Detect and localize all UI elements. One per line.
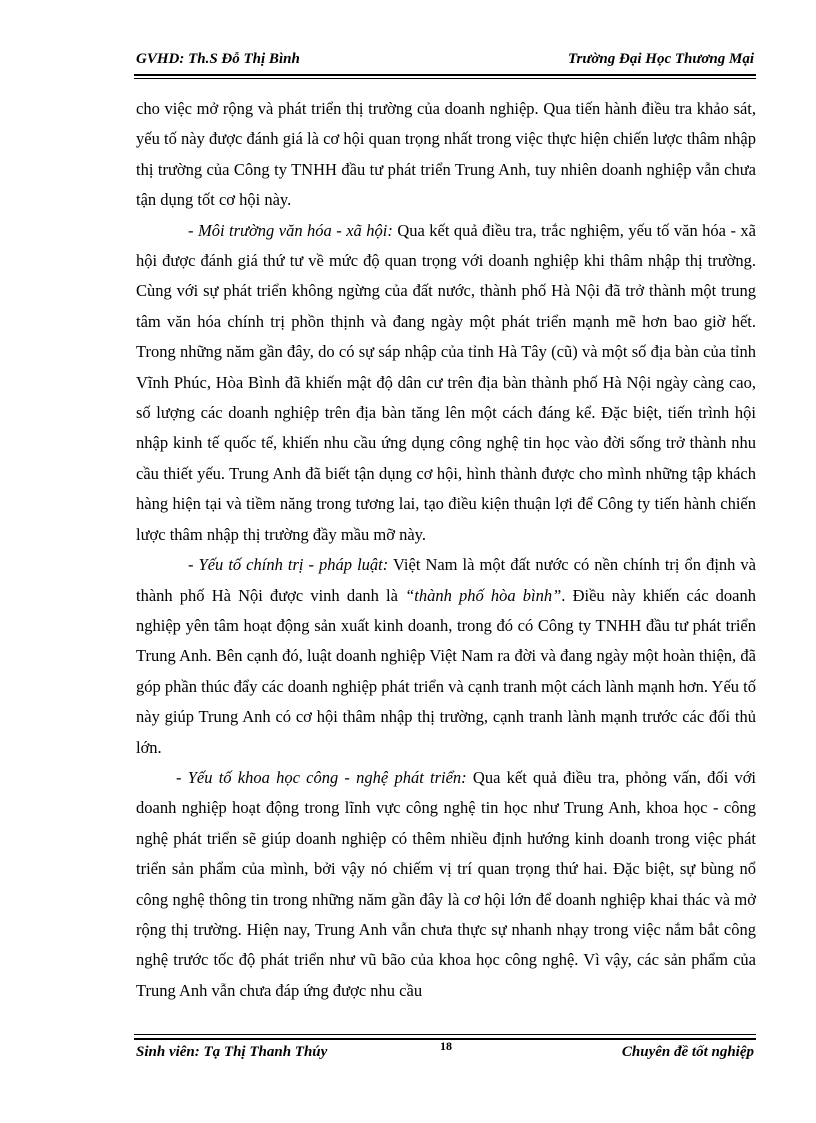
paragraph-text-politics-b: . Điều này khiến các doanh nghiệp yên tâm hoạt động sản xuất kinh doanh, trong đó có Công ty TNHH đầu tư phát triển Trung Anh. Bên cạnh đó, luật doanh nghiệp Việt Nam ra đời và đang ngày một hoàn thiện, đã góp phần thúc đẩy các doanh nghiệp phát triển và cạnh tranh một cách lành mạnh hơn. Yếu tố này giúp Trung Anh có cơ hội thâm nhập thị trường, cạnh tranh lành mạnh trước các đối thủ lớn. [136,585,756,757]
page-footer [134,1040,756,1066]
paragraph-text-culture: Qua kết quả điều tra, trắc nghiệm, yếu tố văn hóa - xã hội được đánh giá thứ tư về mức độ quan trọng với doanh nghiệp khi thâm nhập thị trường. Cùng với sự phát triển không ngừng của đất nước, thành phố Hà Nội đã trở thành một trung tâm văn hóa chính trị phồn thịnh và đang ngày một phát triển mạnh mẽ hơn bao giờ hết. Trong những năm gần đây, do có sự sáp nhập của tỉnh Hà Tây (cũ) và một số địa bàn của tỉnh Vĩnh Phúc, Hòa Bình đã khiến mật độ dân cư trên địa bàn thành phố Hà Nội ngày càng cao, số lượng các doanh nghiệp trên địa bàn tăng lên một cách đáng kể. Đặc biệt, tiến trình hội nhập kinh tế quốc tế, khiến nhu cầu ứng dụng công nghệ tin học vào đời sống trở thành nhu cầu thiết yếu. Trung Anh đã biết tận dụng cơ hội, hình thành được cho mình những tập khách hàng hiện tại và tiềm năng trong tương lai, tạo điều kiện thuận lợi để Công ty tiến hành chiến lược thâm nhập thị trường đầy mầu mỡ này. [136,220,757,544]
header-rule-thick [134,74,756,76]
header-rule-thin [134,78,756,79]
paragraph-continuation: cho việc mở rộng và phát triển thị trường của doanh nghiệp. Qua tiến hành điều tra khảo sát, yếu tố này được đánh giá là cơ hội quan trọng nhất trong việc thực hiện chiến lược thâm nhập thị trường của Công ty TNHH đầu tư phát triển Trung Anh, tuy nhiên doanh nghiệp vẫn chưa tận dụng tốt cơ hội này. [136,99,756,210]
header-supervisor: GVHD: Th.S Đỗ Thị Bình [136,51,300,67]
quote-peace-city: “thành phố hòa bình” [405,585,562,605]
page-number: 18 [440,1039,452,1053]
header-university: Trường Đại Học Thương Mại [567,51,754,67]
paragraph-politics-law [136,550,756,763]
footer-student: Sinh viên: Tạ Thị Thanh Thúy [136,1044,328,1060]
page-header [134,47,756,73]
paragraph-lead-politics: - Yếu tố chính trị - pháp luật: [188,555,389,575]
paragraph-text-politics-a: Việt Nam là một đất nước có nền chính trị ổn định và thành phố Hà Nội được vinh danh là [136,555,757,605]
paragraph-lead-culture: - Môi trường văn hóa - xã hội: [188,220,393,240]
paragraph-culture-society [136,216,756,550]
paragraph-science-tech [136,763,756,1006]
paragraph-text-science: Qua kết quả điều tra, phỏng vấn, đối với doanh nghiệp hoạt động trong lĩnh vực công nghệ tin học như Trung Anh, khoa học - công nghệ phát triển sẽ giúp doanh nghiệp có thêm nhiều định hướng kinh doanh trong việc phát triển sản phẩm của mình, bởi vậy nó chiếm vị trí quan trọng thứ hai. Đặc biệt, sự bùng nổ công nghệ thông tin trong những năm gần đây là cơ hội lớn để doanh nghiệp khai thác và mở rộng thị trường. Hiện nay, Trung Anh vẫn chưa thực sự nhanh nhạy trong việc nắm bắt công nghệ trước tốc độ phát triển như vũ bão của khoa học công nghệ. Vì vậy, các sản phẩm của Trung Anh vẫn chưa đáp ứng được nhu cầu [136,767,757,1000]
paragraph-lead-science: - Yếu tố khoa học công - nghệ phát triển: [176,767,467,787]
footer-rule-thin [134,1034,756,1035]
footer-thesis-type: Chuyên đề tốt nghiệp [621,1044,754,1060]
page-body [136,94,756,1006]
